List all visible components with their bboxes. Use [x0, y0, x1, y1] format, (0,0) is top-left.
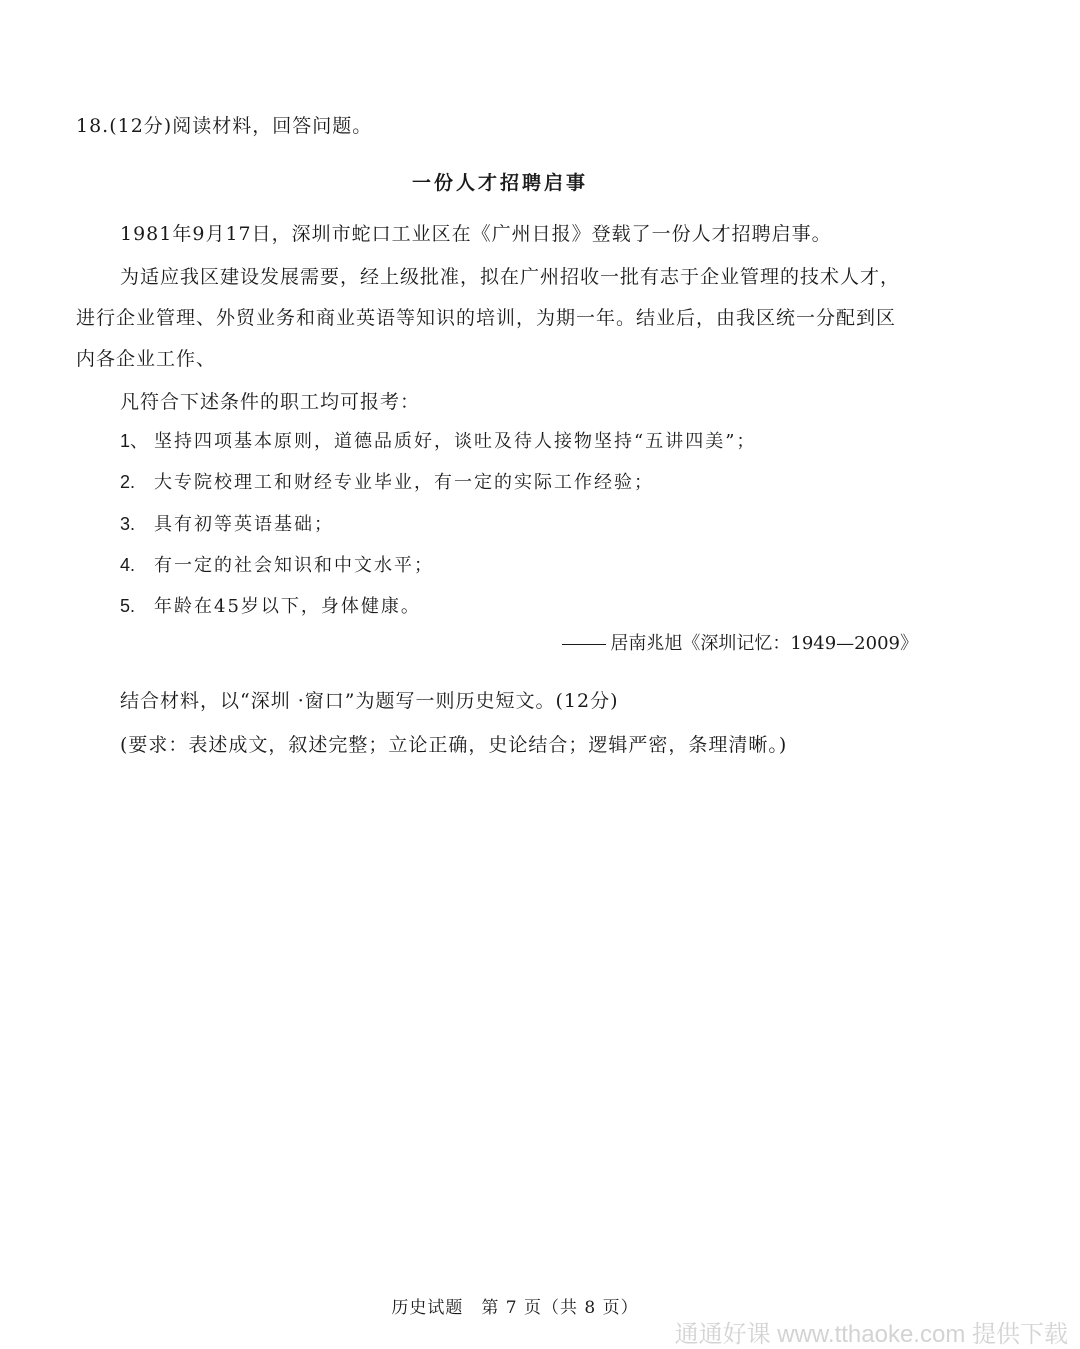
condition-number: 5.: [120, 596, 136, 616]
condition-number: 3.: [120, 514, 136, 534]
intro-paragraph: 1981年9月17日，深圳市蛇口工业区在《广州日报》登载了一份人才招聘启事。: [120, 223, 832, 245]
condition-item: [120, 552, 434, 579]
paragraph-line-2: 进行企业管理、外贸业务和商业英语等知识的培训，为期一年。结业后，由我区统一分配到区: [76, 307, 897, 329]
source-rule: [562, 644, 606, 645]
condition-text: 年龄在45岁以下，身体健康。: [154, 596, 421, 617]
conditions-intro: 凡符合下述条件的职工均可报考：: [120, 391, 421, 413]
paragraph-line-3: 内各企业工作、: [76, 348, 217, 370]
condition-item: [120, 469, 654, 496]
paragraph-line-1: 为适应我区建设发展需要，经上级批准，拟在广州招收一批有志于企业管理的技术人才，: [120, 266, 901, 288]
condition-text: 坚持四项基本原则，道德品质好，谈吐及待人接物坚持“五讲四美”；: [154, 431, 757, 452]
question-header: 18.(12分)阅读材料，回答问题。: [76, 115, 373, 137]
condition-number: 1、: [120, 431, 149, 451]
task-prompt: 结合材料，以“深圳 ·窗口”为题写一则历史短文。(12分): [120, 690, 619, 712]
condition-text: 具有初等英语基础；: [154, 514, 334, 535]
condition-number: 2.: [120, 472, 136, 492]
watermark: 通通好课 www.tthaoke.com 提供下载: [674, 1321, 1068, 1348]
page-footer: 历史试题 第 7 页（共 8 页）: [391, 1298, 639, 1318]
condition-text: 大专院校理工和财经专业毕业，有一定的实际工作经验；: [154, 472, 654, 493]
condition-number: 4.: [120, 555, 136, 575]
task-requirements: (要求：表述成文，叙述完整；立论正确，史论结合；逻辑严密，条理清晰。): [120, 734, 788, 756]
condition-item: [120, 511, 334, 538]
source-text: 居南兆旭《深圳记忆：1949—2009》: [610, 633, 918, 654]
condition-item: [120, 593, 421, 620]
condition-item: [120, 428, 756, 455]
source-citation: [562, 631, 918, 657]
condition-text: 有一定的社会知识和中文水平；: [154, 555, 434, 576]
notice-title: 一份人才招聘启事: [411, 172, 588, 194]
